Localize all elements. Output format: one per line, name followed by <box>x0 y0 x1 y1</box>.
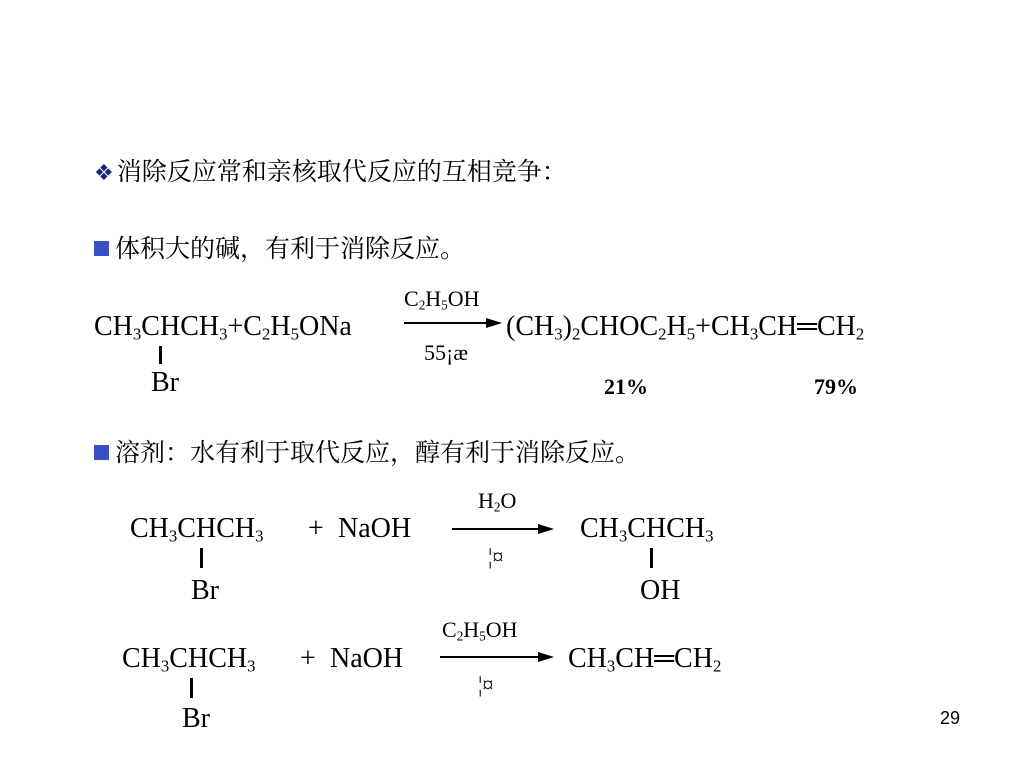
reaction2-condition-bottom: ¦¤ <box>488 544 504 569</box>
reaction1-yield-ether: 21% <box>604 374 648 399</box>
reaction1-condition-bottom: 55¡æ <box>424 340 468 365</box>
reaction3-condition-top: $C_2H_5OH$ <box>442 617 518 644</box>
reaction2-product-bond-line <box>650 548 653 568</box>
reaction1-yield-alkene: 79% <box>814 374 858 399</box>
reaction3-condition-bottom: ¦¤ <box>478 672 494 697</box>
heading-bulky-base-text: 体积大的碱，有利于消除反应。 <box>115 234 466 263</box>
square-bullet-icon <box>94 445 109 460</box>
reaction3-reagent: NaOH <box>330 643 404 674</box>
reaction2-bond-line <box>200 548 203 568</box>
reaction2-product-branch: OH <box>640 575 681 606</box>
reaction3-bond-line <box>190 678 193 698</box>
reaction1-condition-top: $C_2H_5OH$ <box>404 286 480 313</box>
reaction3-plus: + <box>300 643 316 674</box>
square-bullet-icon <box>94 241 109 256</box>
reaction3-arrow-icon <box>440 650 554 664</box>
reaction2-branch: Br <box>191 575 219 606</box>
heading-competition <box>94 152 567 188</box>
reaction2-reactant: $CH_3CHCH_3$ <box>130 513 264 546</box>
reaction3-product: $CH_3CH═CH_2$ <box>568 643 722 676</box>
page-number: 29 <box>940 708 961 728</box>
heading-bulky-base <box>94 229 465 265</box>
reaction3-reactant: $CH_3CHCH_3$ <box>122 643 256 676</box>
diamond-bullet-icon: ❖ <box>94 161 114 186</box>
reaction2-plus: + <box>308 513 324 544</box>
reaction1-products: $(CH_3)_2CHOC_2H_5+CH_3CH═CH_2$ <box>506 311 865 344</box>
reaction3-branch: Br <box>182 703 210 734</box>
reaction2-product: $CH_3CHCH_3$ <box>580 513 714 546</box>
reaction2-arrow-icon <box>452 522 554 536</box>
reaction1-branch: Br <box>151 367 179 398</box>
reaction1-arrow-icon <box>404 316 502 330</box>
heading-solvent-text: 溶剂：水有利于取代反应，醇有利于消除反应。 <box>115 438 641 467</box>
reaction2-reagent: NaOH <box>338 513 412 544</box>
reaction1-bond-line <box>159 346 162 364</box>
reaction2-condition-top: $H_2O$ <box>478 488 517 515</box>
heading-solvent <box>94 433 640 469</box>
reaction1-reactants: $CH_3CHCH_3+C_2H_5ONa$ <box>94 311 352 344</box>
heading-competition-text: 消除反应常和亲核取代反应的互相竞争： <box>116 157 567 186</box>
